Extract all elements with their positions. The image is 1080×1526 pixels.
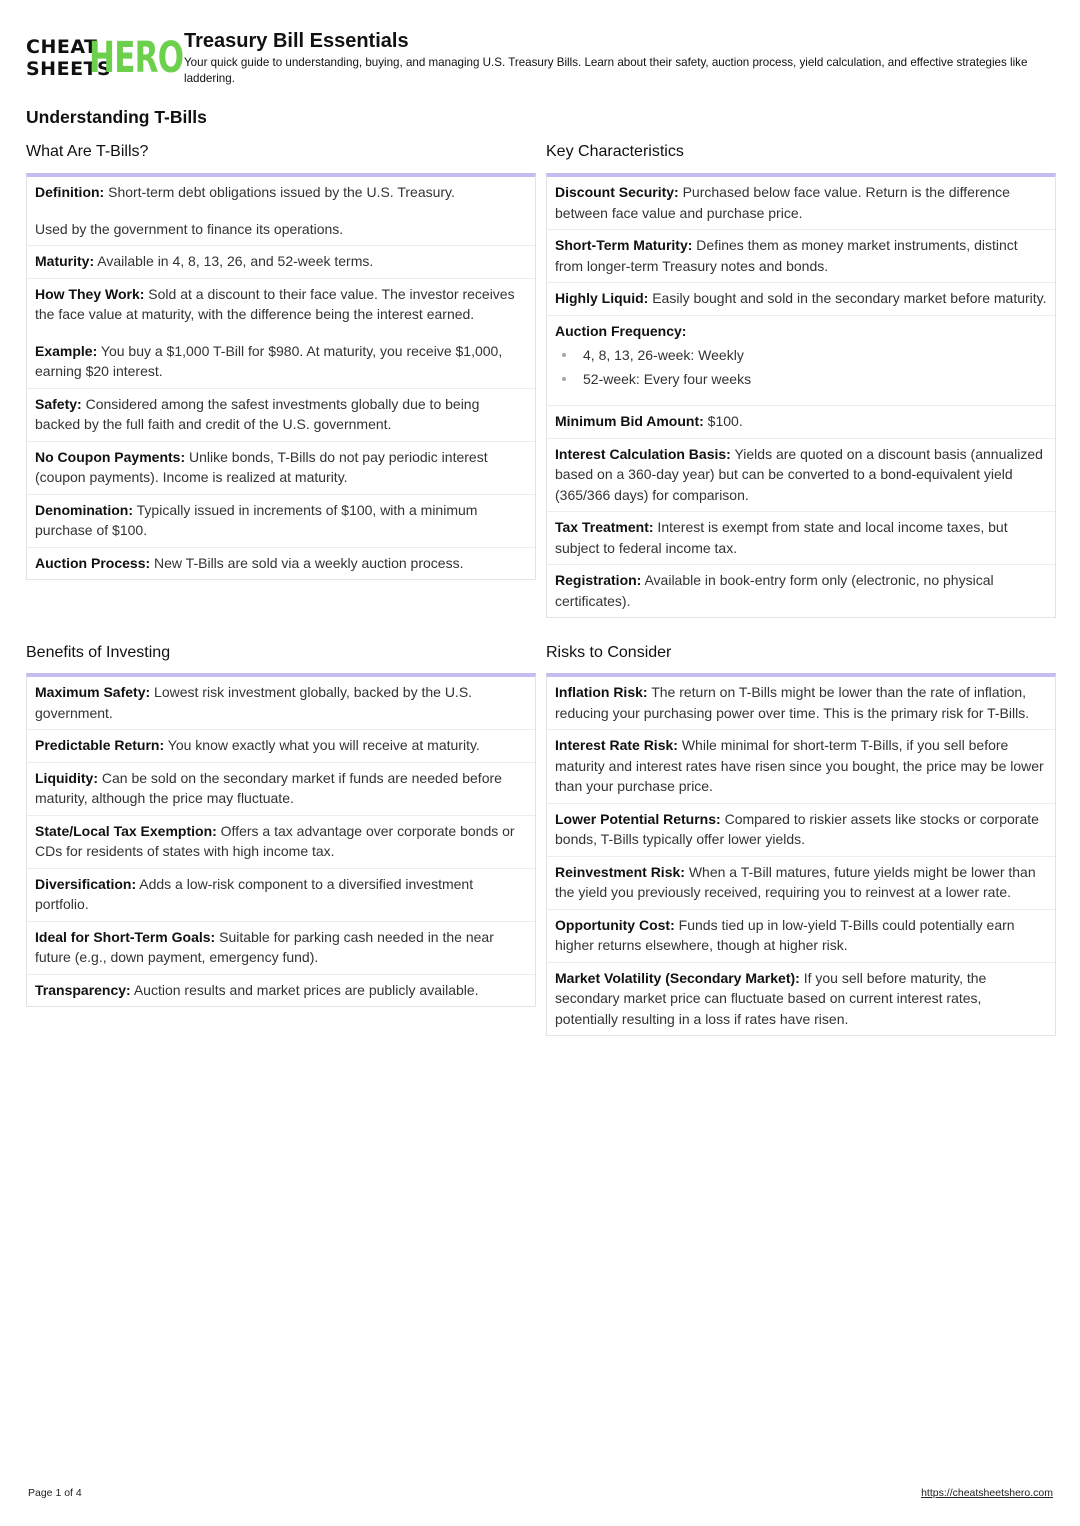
maturity-text: Available in 4, 8, 13, 26, and 52-week terms. (94, 253, 374, 269)
interest-calculation-label: Interest Calculation Basis: (555, 445, 731, 462)
reinvestment-risk-text: When a T-Bill matures, future yields might be lower than the yield you previously received, requiring you to reinvest at a lower rate. (555, 863, 1036, 900)
denomination-label: Denomination: (35, 501, 133, 518)
transparency-row (27, 975, 535, 1007)
no-coupon-row (27, 442, 535, 495)
tax-exemption-row (27, 816, 535, 869)
highly-liquid-text: Easily bought and sold in the secondary market before maturity. (648, 290, 1047, 306)
transparency-label: Transparency: (35, 981, 131, 998)
reinvestment-risk-label: Reinvestment Risk: (555, 863, 685, 880)
tax-exemption-text: Offers a tax advantage over corporate bonds or CDs for residents of states with high income tax. (35, 822, 515, 859)
tax-treatment-text: Interest is exempt from state and local income taxes, but subject to federal income tax. (555, 519, 1008, 556)
safety-label: Safety: (35, 395, 82, 412)
short-term-goals-row (27, 922, 535, 975)
maximum-safety-label: Maximum Safety: (35, 684, 151, 700)
interest-rate-risk-text: While minimal for short-term T-Bills, if you sell before maturity and interest rates have risen since you bought, the price may be lower than your purchase price. (555, 737, 1044, 794)
definition-row (27, 177, 535, 246)
opportunity-cost-label: Opportunity Cost: (555, 916, 675, 933)
list-item: 52-week: Every four weeks (575, 369, 1047, 390)
lower-returns-row (547, 804, 1055, 857)
what-are-tbills-card (26, 173, 536, 580)
example-label: Example: (35, 342, 98, 359)
minimum-bid-label: Minimum Bid Amount: (555, 413, 704, 429)
key-characteristics-card (546, 173, 1056, 618)
short-term-goals-label: Ideal for Short-Term Goals: (35, 928, 216, 945)
predictable-return-text: You know exactly what you will receive at maturity. (164, 737, 480, 753)
benefits-card (26, 673, 536, 1007)
market-volatility-row (547, 963, 1055, 1036)
short-term-maturity-text: Defines them as money market instruments, distinct from longer-term Treasury notes and bonds. (555, 237, 1018, 274)
minimum-bid-row (547, 406, 1055, 439)
predictable-return-label: Predictable Return: (35, 737, 165, 753)
market-volatility-text: If you sell before maturity, the secondary market price can fluctuate based on current interest rates, potentially resulting in a loss if rates have risen. (555, 969, 987, 1027)
opportunity-cost-text: Funds tied up in low-yield T-Bills could potentially earn higher returns elsewhere, though at higher risk. (555, 916, 1015, 953)
inflation-risk-row (547, 677, 1055, 730)
diversification-label: Diversification: (35, 875, 137, 892)
highly-liquid-row (547, 283, 1055, 316)
registration-row (547, 565, 1055, 617)
interest-rate-risk-row (547, 730, 1055, 804)
maximum-safety-text: Lowest risk investment globally, backed by the U.S. government. (35, 684, 473, 721)
what-are-tbills-heading: What Are T-Bills? (26, 143, 149, 160)
auction-process-row (27, 548, 535, 580)
how-they-work-row (27, 279, 535, 389)
section-title: Understanding T-Bills (26, 107, 207, 127)
highly-liquid-label: Highly Liquid: (555, 290, 649, 306)
safety-text: Considered among the safest investments globally due to being backed by the full faith and credit of the U.S. government. (35, 395, 480, 432)
no-coupon-label: No Coupon Payments: (35, 448, 186, 465)
auction-frequency-label: Auction Frequency: (555, 322, 687, 339)
logo-word-cheat: CHEAT (26, 36, 98, 58)
auction-process-text: New T-Bills are sold via a weekly auction process. (150, 554, 464, 571)
maturity-label: Maturity: (35, 253, 95, 269)
predictable-return-row (27, 730, 535, 763)
list-item: 4, 8, 13, 26-week: Weekly (575, 345, 1047, 366)
denomination-row (27, 495, 535, 548)
diversification-text: Adds a low-risk component to a diversified investment portfolio. (35, 875, 474, 912)
registration-label: Registration: (555, 572, 642, 588)
tax-treatment-label: Tax Treatment: (555, 519, 654, 535)
logo-word-hero: HERO (89, 33, 184, 83)
benefits-heading: Benefits of Investing (26, 644, 171, 661)
tax-exemption-label: State/Local Tax Exemption: (35, 822, 217, 839)
page-number: Page 1 of 4 (28, 1487, 82, 1499)
liquidity-text: Can be sold on the secondary market if funds are needed before maturity, although the price may fluctuate. (35, 769, 502, 806)
auction-process-label: Auction Process: (35, 554, 151, 571)
risks-card (546, 673, 1056, 1036)
cheatsheetshero-logo[interactable] (26, 33, 184, 84)
liquidity-label: Liquidity: (35, 769, 98, 786)
liquidity-row (27, 763, 535, 816)
market-volatility-label: Market Volatility (Secondary Market): (555, 969, 800, 986)
interest-calculation-row (547, 439, 1055, 513)
short-term-maturity-row (547, 230, 1055, 283)
discount-security-label: Discount Security: (555, 184, 679, 200)
maturity-row (27, 246, 535, 279)
no-coupon-text: Unlike bonds, T-Bills do not pay periodic interest (coupon payments). Income is realized at maturity. (35, 448, 488, 485)
example-text: You buy a $1,000 T-Bill for $980. At maturity, you receive $1,000, earning $20 interest. (35, 342, 503, 379)
discount-security-row (547, 177, 1055, 230)
denomination-text: Typically issued in increments of $100, with a minimum purchase of $100. (35, 501, 478, 538)
interest-calculation-text: Yields are quoted on a discount basis (annualized based on a 360-day year) but can be converted to a bond-equivalent yield (365/366 days) for comparison. (555, 445, 1043, 503)
lower-returns-text: Compared to riskier assets like stocks or corporate bonds, T-Bills typically offer lower yields. (555, 810, 1039, 847)
definition-text: Short-term debt obligations issued by the U.S. Treasury. (104, 184, 455, 200)
how-label: How They Work: (35, 285, 145, 302)
reinvestment-risk-row (547, 857, 1055, 910)
definition-label: Definition: (35, 184, 105, 200)
site-link[interactable]: https://cheatsheetshero.com (921, 1487, 1053, 1499)
lower-returns-label: Lower Potential Returns: (555, 810, 721, 827)
diversification-row (27, 869, 535, 922)
key-characteristics-heading: Key Characteristics (546, 143, 684, 160)
short-term-maturity-label: Short-Term Maturity: (555, 237, 693, 253)
interest-rate-risk-label: Interest Rate Risk: (555, 737, 678, 753)
definition-extra: Used by the government to finance its operations. (35, 220, 344, 237)
page-header (26, 28, 1056, 92)
risks-heading: Risks to Consider (546, 644, 672, 661)
registration-text: Available in book-entry form only (electronic, no physical certificates). (555, 572, 994, 609)
opportunity-cost-row (547, 910, 1055, 963)
logo-word-sheets: SHEETS (26, 58, 112, 80)
how-text: Sold at a discount to their face value. The investor receives the face value at maturity, with the difference being the interest earned. (35, 285, 515, 322)
inflation-risk-label: Inflation Risk: (555, 684, 648, 700)
short-term-goals-text: Suitable for parking cash needed in the near future (e.g., down payment, emergency fund). (35, 928, 494, 965)
tax-treatment-row (547, 512, 1055, 565)
transparency-text: Auction results and market prices are publicly available. (130, 981, 479, 998)
auction-frequency-list (555, 345, 1047, 390)
safety-row (27, 389, 535, 442)
discount-security-text: Purchased below face value. Return is the difference between face value and purchase price. (555, 184, 1010, 221)
inflation-risk-text: The return on T-Bills might be lower than the rate of inflation, reducing your purchasing power over time. This is the primary risk for T-Bills. (555, 684, 1030, 721)
auction-frequency-row (547, 316, 1055, 407)
document-subtitle: Your quick guide to understanding, buying, and managing U.S. Treasury Bills. Learn about their safety, auction process, yield calculation, and effective strategies like laddering. (184, 56, 1028, 85)
maximum-safety-row (27, 677, 535, 730)
document-title: Treasury Bill Essentials (184, 30, 409, 52)
minimum-bid-text: $100. (703, 413, 743, 429)
